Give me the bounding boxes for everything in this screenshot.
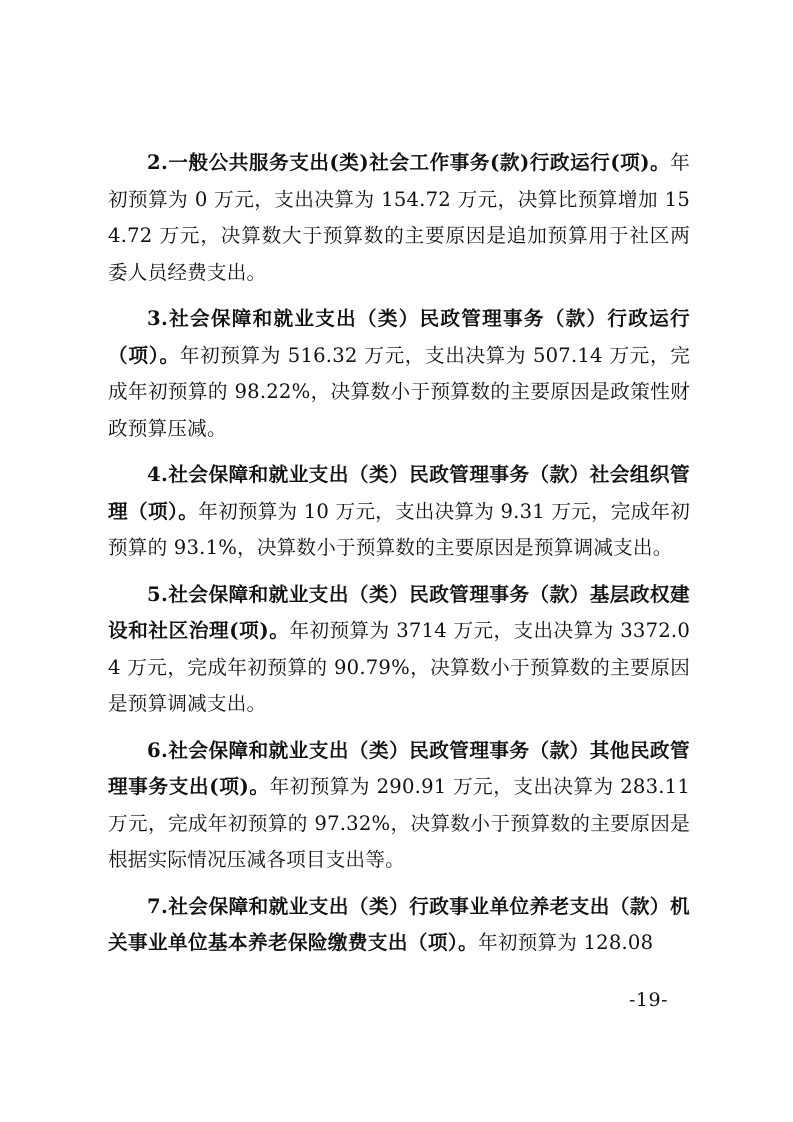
paragraph-heading: 3.社会保障和就业支出（类）民政管理事务（款）行政运行（项）。 bbox=[108, 307, 690, 367]
paragraph-body: 年初预算为 0 万元，支出决算为 154.72 万元，决算比预算增加 154.72 万元，决算数大于预算数的主要原因是追加预算用于社区两委人员经费支出。 bbox=[108, 151, 690, 284]
page-number: -19- bbox=[629, 989, 669, 1011]
paragraph-item-5 bbox=[108, 577, 690, 723]
paragraph-heading: 5.社会保障和就业支出（类）民政管理事务（款）基层政权建设和社区治理(项)。 bbox=[108, 582, 690, 642]
paragraph-item-6 bbox=[108, 733, 690, 879]
paragraph-body: 年初预算为 3714 万元，支出决算为 3372.04 万元，完成年初预算的 90.79%，决算数小于预算数的主要原因是预算调减支出。 bbox=[108, 619, 691, 715]
paragraph-item-3 bbox=[108, 301, 690, 447]
paragraph-item-7 bbox=[108, 889, 690, 962]
document-body bbox=[108, 145, 690, 972]
paragraph-heading: 7.社会保障和就业支出（类）行政事业单位养老支出（款）机关事业单位基本养老保险缴费支出（项）。 bbox=[108, 894, 690, 954]
paragraph-body: 年初预算为 290.91 万元，支出决算为 283.11 万元，完成年初预算的 97.32%，决算数小于预算数的主要原因是根据实际情况压减各项目支出等。 bbox=[108, 775, 690, 871]
paragraph-item-2 bbox=[108, 145, 690, 291]
paragraph-item-4 bbox=[108, 457, 690, 567]
paragraph-heading: 6.社会保障和就业支出（类）民政管理事务（款）其他民政管理事务支出(项)。 bbox=[108, 738, 690, 798]
paragraph-body: 年初预算为 128.08 bbox=[478, 931, 654, 954]
paragraph-heading: 2.一般公共服务支出(类)社会工作事务(款)行政运行(项)。 bbox=[147, 151, 671, 174]
paragraph-heading: 4.社会保障和就业支出（类）民政管理事务（款）社会组织管理（项）。 bbox=[108, 463, 690, 523]
paragraph-body: 年初预算为 10 万元，支出决算为 9.31 万元，完成年初预算的 93.1%，决算数小于预算数的主要原因是预算调减支出。 bbox=[108, 499, 690, 559]
paragraph-body: 年初预算为 516.32 万元，支出决算为 507.14 万元，完成年初预算的 98.22%，决算数小于预算数的主要原因是政策性财政预算压减。 bbox=[108, 343, 690, 440]
